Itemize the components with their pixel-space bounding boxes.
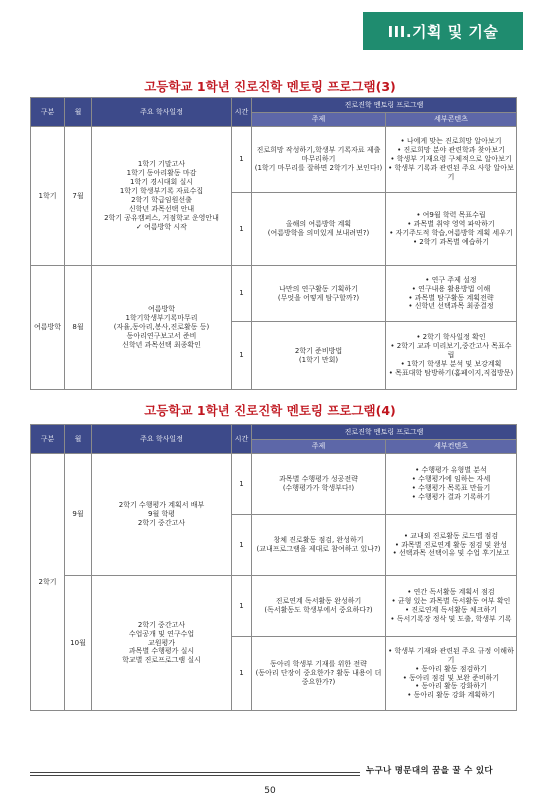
header-theme: 주제	[252, 113, 386, 127]
section-banner	[363, 12, 523, 50]
table-title-3: 고등학교 1학년 진로진학 멘토링 프로그램(3)	[144, 79, 396, 94]
content-cell: • 수행평가 유형별 분석 • 수행평가에 임하는 자세 • 수행평가 목록표 만들기 • 수행평가 결과 기록하기	[386, 454, 517, 515]
month-cell: 7월	[65, 127, 92, 266]
header-semester: 구분	[31, 425, 65, 454]
header-program: 진로진학 멘토링 프로그램	[252, 98, 517, 113]
hours-cell: 1	[232, 266, 252, 322]
schedule-cell: 1학기 기말고사 1학기 동아리활동 마감 1학기 경시대회 실시 1학기 학생부기록 자료수집 2학기 학급임원선출 신학년 과목선택 안내 2학기 공유캠퍼스, 거점학교 운영안내 ✓ 여름방학 시작	[92, 127, 232, 266]
theme-cell: 동아리 학생부 기재를 위한 전략 (동아리 단장이 중요한가? 활동 내용이 더 중요한가?)	[252, 637, 386, 711]
hours-cell: 1	[232, 454, 252, 515]
header-hours: 시간	[232, 98, 252, 127]
header-hours: 시간	[232, 425, 252, 454]
theme-cell: 진로연계 독서활동 완성하기 (독서활동도 학생부에서 중요하다?)	[252, 576, 386, 637]
header-program: 진로진학 멘토링 프로그램	[252, 425, 517, 440]
content-cell: • 교내외 진로활동 로드맵 점검 • 과목별 진로연계 활동 점검 및 완성 • 선택과목 선택이유 및 수업 후기보고	[386, 515, 517, 576]
table-row	[31, 127, 517, 193]
theme-cell: 2학기 준비방법 (1학기 만회)	[252, 322, 386, 390]
semester-cell: 1학기	[31, 127, 65, 266]
theme-cell: 과목별 수행평가 성공전략 (수행평가가 학생부다!)	[252, 454, 386, 515]
header-content: 세부컨텐츠	[386, 440, 517, 454]
table-row	[31, 576, 517, 637]
content-cell: • 2학기 학사일정 확인 • 2학기 교과 미리보기,중간고사 목표수립 • 1학기 학생부 분석 및 보강계획 • 목표대학 탐방하기(홈페이지,직접방문)	[386, 322, 517, 390]
month-cell: 9월	[65, 454, 92, 576]
theme-cell: 진로희망 작성하기,학생부 기록자료 제출 마무리하기 (1학기 마무리를 잘하면 2학기가 보인다!)	[252, 127, 386, 193]
month-cell: 8월	[65, 266, 92, 390]
theme-cell: 나만의 연구활동 기획하기 (무엇을 어떻게 탐구할까?)	[252, 266, 386, 322]
schedule-cell: 2학기 수행평가 계획서 배부 9월 학평 2학기 중간고사	[92, 454, 232, 576]
content-cell: • 연구 주제 설정 • 연구내용 활용방법 이해 • 과목별 탐구활동 계획전략 • 신학년 선택과목 최종결정	[386, 266, 517, 322]
hours-cell: 1	[232, 637, 252, 711]
hours-cell: 1	[232, 322, 252, 390]
hours-cell: 1	[232, 127, 252, 193]
hours-cell: 1	[232, 576, 252, 637]
header-theme: 주제	[252, 440, 386, 454]
footer-divider	[30, 772, 360, 773]
semester-cell: 2학기	[31, 454, 65, 711]
section-title: III.기획 및 기술	[387, 22, 499, 41]
schedule-cell: 여름방학 1학기학생부기록마무리 (자율,동아리,봉사,진로활동 등) 동아리연구보고서 준비 신학년 과목선택 최종확인	[92, 266, 232, 390]
mentoring-table-3	[30, 97, 517, 390]
page-number: 50	[264, 786, 276, 796]
table-row	[31, 266, 517, 322]
table-title-4: 고등학교 1학년 진로진학 멘토링 프로그램(4)	[144, 403, 396, 418]
hours-cell: 1	[232, 515, 252, 576]
table-row	[31, 454, 517, 515]
header-month: 월	[65, 425, 92, 454]
month-cell: 10월	[65, 576, 92, 711]
semester-cell: 여름방학	[31, 266, 65, 390]
theme-cell: 올해의 여름방학 계획 (여름방학을 의미있게 보내려면?)	[252, 193, 386, 266]
header-schedule: 주요 학사일정	[92, 98, 232, 127]
schedule-cell: 2학기 중간고사 수업공개 및 연구수업 교원평가 과목별 수행평가 실시 학교별 진로프로그램 실시	[92, 576, 232, 711]
content-cell: • 여9월 학력 목표수립 • 과목별 취약 영역 파악하기 • 자기주도적 학습,여름방학 계획 세우기 • 2학기 과목별 예습하기	[386, 193, 517, 266]
content-cell: • 나에게 맞는 진로희망 알아보기 • 진로희망 분야 관련학과 찾아보기 • 학생부 기재요령 구체적으로 알아보기 • 학생부 기록과 관련된 주요 사항 알아보기	[386, 127, 517, 193]
content-cell: • 학생부 기재와 관련된 주요 규정 이해하기 • 동아리 활동 점검하기 • 동아리 점검 및 보완 준비하기 • 동아리 활동 강화하기 • 동아리 활동 강화 계획하기	[386, 637, 517, 711]
header-semester: 구분	[31, 98, 65, 127]
hours-cell: 1	[232, 193, 252, 266]
header-schedule: 주요 학사일정	[92, 425, 232, 454]
mentoring-table-4	[30, 424, 517, 711]
footer-divider-secondary	[30, 775, 360, 776]
theme-cell: 창체 진로활동 점검, 완성하기 (교내프로그램을 제대로 참여하고 있나?)	[252, 515, 386, 576]
content-cell: • 연간 독서활동 계획서 점검 • 균형 있는 과목별 독서활동 여부 확인 • 진로연계 독서활동 체크하기 • 독서기록장 정삭 및 도출, 학생부 기록	[386, 576, 517, 637]
header-content: 세부콘텐츠	[386, 113, 517, 127]
footer-slogan: 누구나 명문대의 꿈을 꿀 수 있다	[366, 766, 493, 776]
header-month: 월	[65, 98, 92, 127]
